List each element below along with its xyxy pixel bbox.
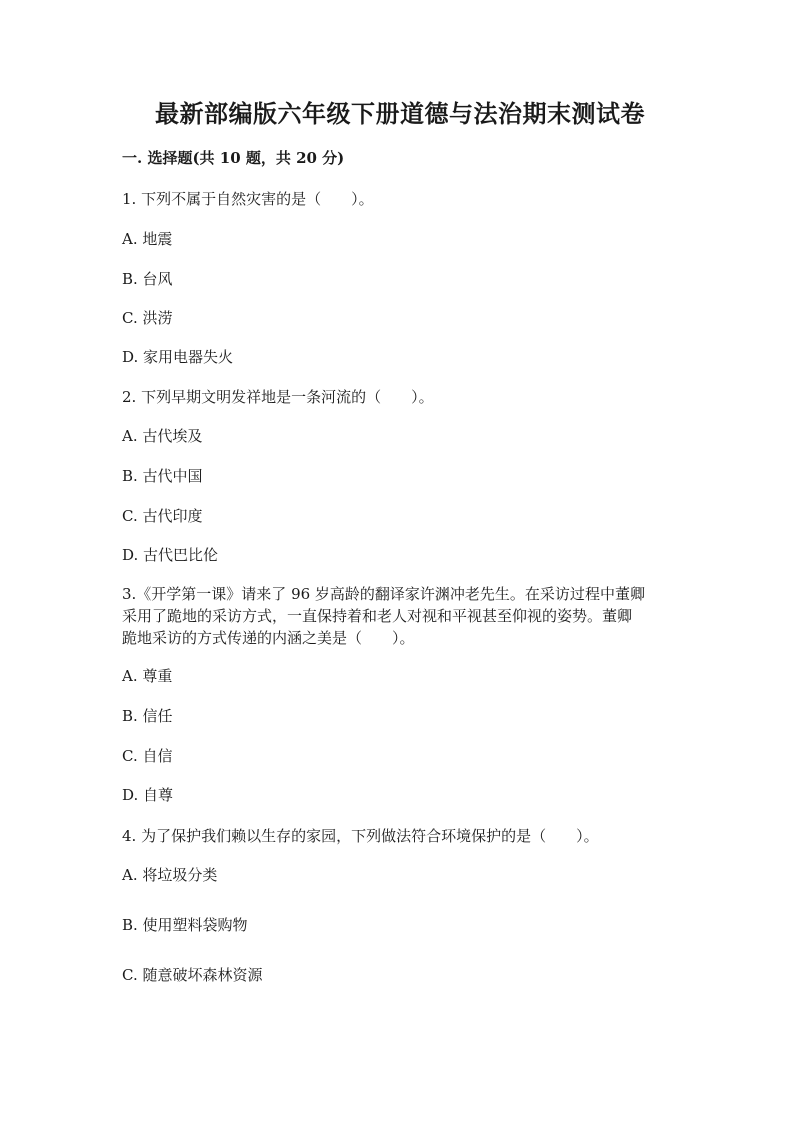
section-heading: 一. 选择题(共 10 题，共 20 分): [122, 149, 345, 167]
question-3-stem: [122, 583, 682, 649]
question-1-option-b: B. 台风: [122, 270, 173, 288]
question-2-option-b: B. 古代中国: [122, 467, 203, 485]
page-title: 最新部编版六年级下册道德与法治期末测试卷: [155, 99, 645, 128]
question-4-option-c: C. 随意破坏森林资源: [122, 966, 263, 984]
question-3-option-a: A. 尊重: [122, 667, 173, 685]
question-4-stem: 4. 为了保护我们赖以生存的家园，下列做法符合环境保护的是（ ）。: [122, 827, 599, 845]
question-2-option-c: C. 古代印度: [122, 507, 203, 525]
question-1-option-a: A. 地震: [122, 230, 173, 248]
question-3-stem-line-3: 跪地采访的方式传递的内涵之美是（ ）。: [122, 629, 415, 647]
question-3-stem-line-2: 采用了跪地的采访方式，一直保持着和老人对视和平视甚至仰视的姿势。董卿: [122, 607, 633, 625]
question-3-stem-line-1: 3.《开学第一课》请来了 96 岁高龄的翻译家许渊冲老先生。在采访过程中董卿: [122, 585, 645, 603]
question-3-option-d: D. 自尊: [122, 786, 174, 804]
question-3-option-c: C. 自信: [122, 747, 173, 765]
question-4-option-a: A. 将垃圾分类: [122, 866, 218, 884]
question-2-stem: 2. 下列早期文明发祥地是一条河流的（ ）。: [122, 388, 434, 406]
question-1-stem: 1. 下列不属于自然灾害的是（ ）。: [122, 190, 374, 208]
question-4-option-b: B. 使用塑料袋购物: [122, 916, 248, 934]
question-1-option-c: C. 洪涝: [122, 309, 173, 327]
question-1-option-d: D. 家用电器失火: [122, 348, 234, 366]
question-3-option-b: B. 信任: [122, 707, 173, 725]
question-2-option-d: D. 古代巴比伦: [122, 546, 219, 564]
question-2-option-a: A. 古代埃及: [122, 427, 203, 445]
